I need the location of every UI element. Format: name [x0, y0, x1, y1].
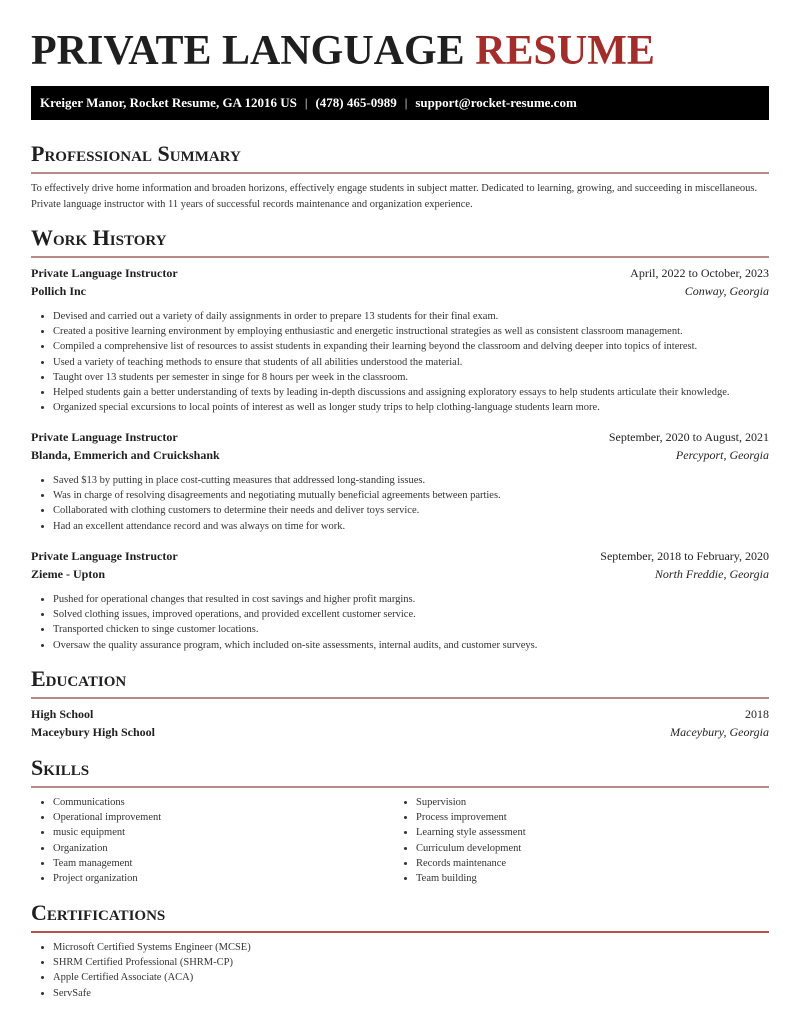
education-degree: High School: [31, 707, 94, 721]
title-main: PRIVATE LANGUAGE: [31, 28, 476, 74]
job-entry: [31, 549, 769, 653]
job-entry: [31, 266, 769, 415]
job-bullets: [31, 309, 769, 415]
education-entry: [31, 707, 769, 743]
skill-item: • Team building: [416, 871, 757, 886]
job-bullet: • Helped students gain a better understanding of texts by leading in-depth discussions and assigning exploratory essays to help students articulate their knowledge.: [53, 385, 769, 400]
job-title: Private Language Instructor: [31, 430, 178, 444]
job-dates: September, 2020 to August, 2021: [608, 430, 769, 444]
job-bullet: • Pushed for operational changes that resulted in cost savings and higher profit margins.: [53, 592, 769, 607]
skill-item: • Supervision: [416, 795, 757, 810]
skill-item: • Process improvement: [416, 810, 757, 825]
contact-address: Kreiger Manor, Rocket Resume, GA 12016 US: [40, 95, 297, 110]
job-location: North Freddie, Georgia: [654, 567, 769, 581]
skill-item: • Learning style assessment: [416, 825, 757, 840]
job-location: Percyport, Georgia: [675, 448, 769, 462]
job-bullet: • Taught over 13 students per semester in singe for 8 hours per week in the classroom.: [53, 370, 769, 385]
job-bullet: • Used a variety of teaching methods to ensure that students of all abilities understood the material.: [53, 355, 769, 370]
job-title: Private Language Instructor: [31, 549, 178, 563]
contact-bar: [31, 86, 769, 120]
job-company: Pollich Inc: [31, 284, 87, 298]
certification-item: • ServSafe: [53, 986, 769, 1001]
skill-item: • Team management: [53, 856, 394, 871]
job-bullet: • Had an excellent attendance record and was always on time for work.: [53, 519, 769, 534]
job-bullet: • Solved clothing issues, improved operations, and provided excellent customer service.: [53, 607, 769, 622]
job-bullet: • Saved $13 by putting in place cost-cutting measures that addressed long-standing issues.: [53, 473, 769, 488]
contact-separator: |: [304, 95, 308, 110]
skills-column-right: [394, 795, 757, 886]
skill-item: • Records maintenance: [416, 856, 757, 871]
education-year: 2018: [745, 707, 769, 721]
job-entry: [31, 430, 769, 534]
section-heading-certifications: Certifications: [31, 899, 769, 933]
certification-item: • Apple Certified Associate (ACA): [53, 970, 769, 985]
job-dates: September, 2018 to February, 2020: [600, 549, 769, 563]
skill-item: • Organization: [53, 841, 394, 856]
job-location: Conway, Georgia: [684, 284, 769, 298]
skill-item: • Communications: [53, 795, 394, 810]
job-bullet: • Oversaw the quality assurance program, which included on-site assessments, internal audits, and customer surveys.: [53, 638, 769, 653]
job-bullets: [31, 592, 769, 653]
certification-item: • SHRM Certified Professional (SHRM-CP): [53, 955, 769, 970]
job-bullet: • Devised and carried out a variety of daily assignments in order to prepare 13 students for their final exam.: [53, 309, 769, 324]
skill-item: • music equipment: [53, 825, 394, 840]
section-heading-summary: Professional Summary: [31, 140, 769, 174]
contact-phone: (478) 465-0989: [315, 95, 397, 110]
summary-text: To effectively drive home information and broaden horizons, effectively engage students in subject matter. Dedicated to learning, growing, and succeeding in miscellaneous. Private language instructor with 11 years of successful records maintenance and organization experience.: [31, 183, 758, 210]
job-bullet: • Collaborated with clothing customers to determine their needs and deliver toys service.: [53, 503, 769, 518]
skill-item: • Project organization: [53, 871, 394, 886]
title-accent: RESUME: [475, 28, 655, 74]
job-bullet: • Organized special excursions to local points of interest as well as longer study trips to help clothing-language students learn more.: [53, 400, 769, 415]
section-heading-work-history: Work History: [31, 224, 769, 258]
job-dates: April, 2022 to October, 2023: [630, 266, 769, 280]
section-heading-skills: Skills: [31, 754, 769, 788]
job-title: Private Language Instructor: [31, 266, 178, 280]
skills-column-left: [31, 795, 394, 886]
skills-list: [31, 795, 769, 886]
education-location: Maceybury, Georgia: [670, 725, 769, 739]
resume-title: [31, 26, 655, 76]
section-heading-education: Education: [31, 665, 769, 699]
job-bullet: • Created a positive learning environment by employing enthusiastic and energetic instructional strategies as well as consistent classroom management.: [53, 324, 769, 339]
job-bullet: • Was in charge of resolving disagreements and negotiating mutually beneficial agreements between parties.: [53, 488, 769, 503]
skill-item: • Curriculum development: [416, 841, 757, 856]
job-bullet: • Compiled a comprehensive list of resources to assist students in expanding their learning beyond the classroom and delving deeper into topics of interest.: [53, 339, 769, 354]
skill-item: • Operational improvement: [53, 810, 394, 825]
job-company: Blanda, Emmerich and Cruickshank: [31, 448, 220, 462]
contact-separator: |: [404, 95, 408, 110]
job-company: Zieme - Upton: [31, 567, 105, 581]
contact-email: support@rocket-resume.com: [415, 95, 577, 110]
job-bullets: [31, 473, 769, 534]
certifications-list: [31, 940, 769, 1001]
education-school: Maceybury High School: [31, 725, 156, 739]
job-bullet: • Transported chicken to singe customer locations.: [53, 622, 769, 637]
certification-item: • Microsoft Certified Systems Engineer (MCSE): [53, 940, 769, 955]
